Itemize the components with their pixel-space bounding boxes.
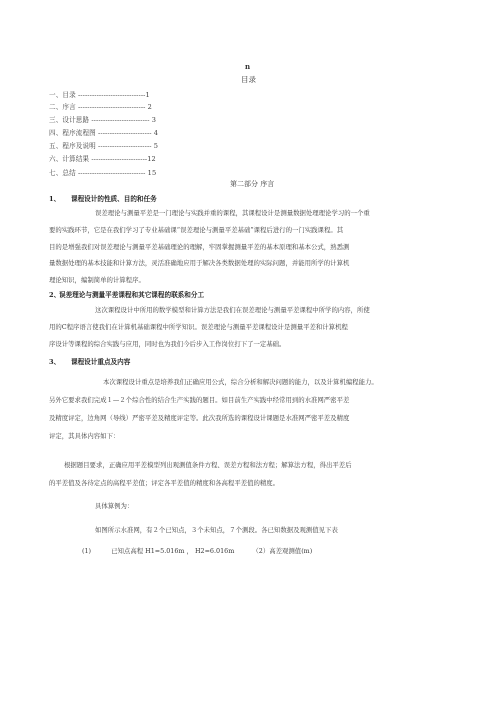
section-number: 3、 [49, 358, 61, 366]
section-number: 1、 [49, 195, 61, 203]
item-number: (1) [82, 547, 92, 555]
part-title: 第二部分 序言 [230, 180, 275, 188]
toc-item-7: 七、总结 ----------------------------- 15 [49, 169, 157, 177]
known-points-line [82, 545, 312, 558]
section-heading-2 [49, 289, 204, 299]
toc-title: 目录 [241, 75, 256, 84]
toc-item-6: 六、计算结果 ------------------------12 [49, 155, 156, 163]
paragraph-line: 评定，其具体内容如下： [49, 432, 120, 440]
paragraph-line: 另外它要求我们完成１—２个综合性的结合生产实践的题目。如目前生产实践中经常用到的水准网严密平差 [49, 396, 350, 404]
paragraph-line: 要的实践环节，它是在我们学习了专业基础课“误差理论与测量平差基础”课程后进行的一门实践课程。其 [49, 226, 344, 234]
paragraph-line: 序设计等课程的综合实践与应用，同时也为我们今后步入工作岗位打下了一定基础。 [49, 340, 286, 348]
toc-item-3: 三、设计思路 ------------------------- 3 [49, 116, 157, 124]
toc-item-5: 五、程序及说明 ----------------------- 5 [49, 142, 159, 150]
page-header-mark: n [245, 62, 251, 71]
section-title: 课程设计重点及内容 [71, 358, 131, 366]
section-title: 课程设计的性质、目的和任务 [71, 195, 157, 203]
paragraph-line: 及精度评定，边角网（导线）严密平差及精度评定等。此次我所选的课程设计课题是水准网严密平差及精度 [49, 414, 350, 422]
paragraph-line: 目的是增强我们对误差理论与测量平差基础理论的理解，牢固掌握测量平差的基本原理和基本公式，熟悉测 [49, 243, 350, 251]
example-label: 具体算例为： [95, 502, 134, 510]
known-heights: 已知点高程 H1=5.016m ， H2=6.016m [111, 547, 235, 555]
toc-item-4: 四、程序流程图 ----------------------- 4 [49, 129, 159, 137]
paragraph-line: 这次课程设计中所用的数学模型和计算方法是我们在误差理论与测量平差课程中所学的内容，所使 [95, 306, 370, 314]
paragraph-line: 用的C程序语言使我们在计算机基础课程中所学知识。误差理论与测量平差课程设计是测量平差和计算机程 [49, 323, 348, 331]
observed-diffs-label: （2）高差观测值(m) [252, 547, 313, 555]
paragraph-line: 本次课程设计重点是培养我们正确应用公式，综合分析和解决问题的能力，以及计算机编程能力。 [103, 378, 378, 386]
section-title: 误差理论与测量平差课程和其它课程的联系和分工 [59, 291, 205, 299]
toc-item-1: 一、目录 -----------------------------1 [49, 91, 150, 99]
section-heading-3 [49, 356, 130, 366]
section-number: 2、 [49, 291, 61, 299]
section-heading-1 [49, 193, 157, 203]
paragraph-line: 量数据处理的基本技能和计算方法，灵活准确地应用于解决各类数据处理的实际问题，并能用所学的计算机 [49, 259, 350, 267]
example-description: 如图所示水准网，有２个已知点，３个未知点，７个测段。各已知数据及观测值见下表 [95, 526, 338, 534]
paragraph-line: 误差理论与测量平差是一门理论与实践并重的课程，其课程设计是测量数据处理理论学习的一个重 [95, 209, 370, 217]
paragraph-line: 根据题目要求，正确应用平差模型列出观测值条件方程、误差方程和法方程；解算法方程，得出平差后 [64, 461, 352, 469]
paragraph-line: 理论知识，编制简单的计算程序。 [49, 276, 145, 284]
toc-item-2: 二、序言 ----------------------------- 2 [49, 103, 152, 111]
paragraph-line: 的平差值及各待定点的高程平差值；评定各平差值的精度和各高程平差值的精度。 [49, 479, 280, 487]
